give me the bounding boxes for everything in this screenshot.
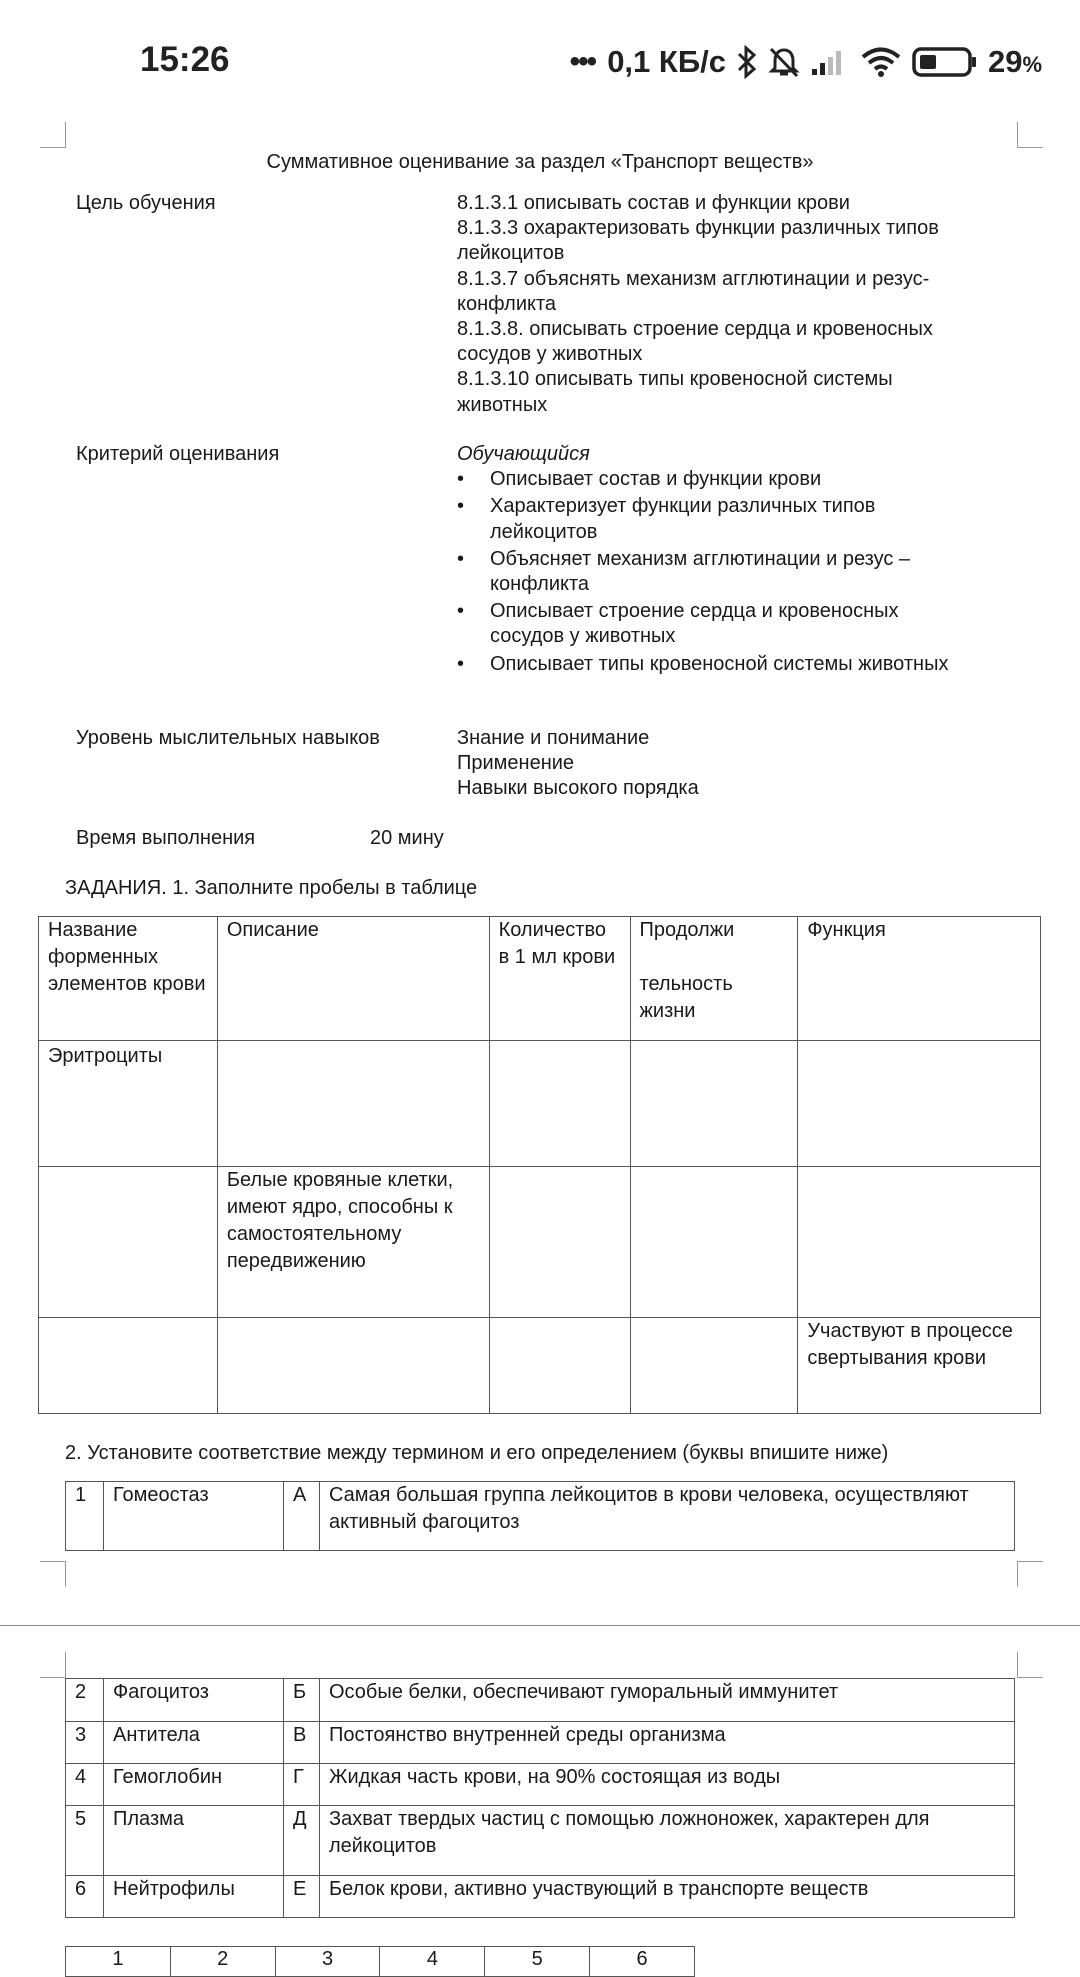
table-cell <box>217 1041 489 1167</box>
table-row <box>66 1679 1015 1722</box>
page-corner-mark <box>40 122 66 148</box>
table-cell <box>489 1041 630 1167</box>
table-cell <box>489 1167 630 1318</box>
goal-line: 8.1.3.1 описывать состав и функции крови <box>457 192 850 214</box>
page-corner-mark <box>1017 122 1043 148</box>
goal-line: 8.1.3.10 описывать типы кровеносной системы <box>457 368 893 391</box>
table-cell <box>798 1167 1041 1318</box>
bluetooth-icon <box>736 45 758 79</box>
network-speed: 0,1 КБ/с <box>607 44 726 79</box>
skill-line: Навыки высокого порядка <box>457 777 699 800</box>
goal-line: 8.1.3.3 охарактеризовать функции различных типов <box>457 217 939 240</box>
table-cell <box>489 1318 630 1414</box>
table-cell: В <box>284 1722 320 1764</box>
answer-number-cell: 2 <box>170 1947 275 1977</box>
table-cell: Участвуют в процессе свертывания крови <box>798 1318 1041 1414</box>
goal-line: животных <box>457 393 548 416</box>
table-cell <box>798 1041 1041 1167</box>
time-label: Время выполнения <box>76 827 256 849</box>
table-cell: Жидкая часть крови, на 90% состоящая из воды <box>320 1764 1015 1806</box>
wifi-icon <box>860 46 902 78</box>
table-cell: Самая большая группа лейкоцитов в крови человека, осуществляют активный фагоцитоз <box>320 1482 1015 1551</box>
table-cell: Особые белки, обеспечивают гуморальный иммунитет <box>320 1679 1015 1722</box>
signal-icon <box>810 47 850 77</box>
answer-number-cell: 3 <box>275 1947 380 1977</box>
table-cell: Эритроциты <box>39 1041 218 1167</box>
task1-heading: ЗАДАНИЯ. 1. Заполните пробелы в таблице <box>65 877 478 899</box>
criteria-item: • Описывает строение сердца и кровеносных сосудов у животных <box>457 599 977 649</box>
table-row <box>39 1167 1041 1318</box>
table-row <box>66 1947 695 1977</box>
skill-line: Знание и понимание <box>457 727 650 749</box>
goal-line: сосудов у животных <box>457 343 643 366</box>
page-corner-mark <box>1017 1561 1043 1587</box>
page-divider <box>0 1625 1080 1626</box>
table-row <box>39 1041 1041 1167</box>
matching-table-part1 <box>65 1481 1015 1551</box>
document-title: Суммативное оценивание за раздел «Транспорт веществ» <box>266 151 814 173</box>
table-cell <box>217 1318 489 1414</box>
table-cell <box>630 1041 798 1167</box>
table-header-cell: Описание <box>217 917 489 1041</box>
table-cell: Постоянство внутренней среды организма <box>320 1722 1015 1764</box>
table-row <box>66 1722 1015 1764</box>
table-cell: Фагоцитоз <box>104 1679 284 1722</box>
criteria-item: • Описывает типы кровеносной системы животных <box>457 652 977 677</box>
page-corner-mark <box>1017 1652 1043 1678</box>
table-header-cell: Название форменных элементов крови <box>39 917 218 1041</box>
criteria-item: • Описывает состав и функции крови <box>457 467 977 492</box>
table-row <box>66 1806 1015 1876</box>
table-cell: Захват твердых частиц с помощью ложноножек, характерен для лейкоцитов <box>320 1806 1015 1876</box>
table-cell: 4 <box>66 1764 104 1806</box>
answer-number-cell: 6 <box>590 1947 695 1977</box>
battery-percent: 29% <box>987 44 1042 79</box>
status-time: 15:26 <box>140 40 230 79</box>
answer-number-cell: 1 <box>66 1947 171 1977</box>
table-cell: Гемоглобин <box>104 1764 284 1806</box>
table-cell: Антитела <box>104 1722 284 1764</box>
table-row <box>39 1318 1041 1414</box>
goal-line: 8.1.3.8. описывать строение сердца и кровеносных <box>457 318 933 341</box>
status-bar <box>0 0 1080 120</box>
skills-label: Уровень мыслительных навыков <box>76 727 380 749</box>
table-cell <box>39 1167 218 1318</box>
table-cell: Белые кровяные клетки, имеют ядро, способны к самостоятельному передвижению <box>217 1167 489 1318</box>
table-cell: Плазма <box>104 1806 284 1876</box>
table-cell: Д <box>284 1806 320 1876</box>
goal-line: лейкоцитов <box>457 242 565 265</box>
table-cell: 2 <box>66 1679 104 1722</box>
battery-icon <box>912 45 978 79</box>
criteria-label: Критерий оценивания <box>76 443 280 465</box>
table-cell: 1 <box>66 1482 104 1551</box>
table-cell: 3 <box>66 1722 104 1764</box>
table-cell <box>39 1318 218 1414</box>
page-corner-mark <box>40 1561 66 1587</box>
criteria-item: • Характеризует функции различных типов лейкоцитов <box>457 494 977 544</box>
criteria-item: • Объясняет механизм агглютинации и резус – конфликта <box>457 547 977 597</box>
answer-table <box>65 1946 695 1977</box>
table-cell: Нейтрофилы <box>104 1876 284 1918</box>
table-cell: Г <box>284 1764 320 1806</box>
table-cell: Б <box>284 1679 320 1722</box>
page-corner-mark <box>40 1652 66 1678</box>
table-cell: Гомеостаз <box>104 1482 284 1551</box>
table-row <box>66 1764 1015 1806</box>
status-icons <box>570 40 1042 84</box>
goal-label: Цель обучения <box>76 192 216 214</box>
task2-heading: 2. Установите соответствие между термином и его определением (буквы впишите ниже) <box>65 1442 889 1464</box>
table-cell: 5 <box>66 1806 104 1876</box>
table-header-row <box>39 917 1041 1041</box>
answer-number-cell: 5 <box>485 1947 590 1977</box>
table-header-cell: Количество в 1 мл крови <box>489 917 630 1041</box>
table-row <box>66 1876 1015 1918</box>
table-cell: Белок крови, активно участвующий в транспорте веществ <box>320 1876 1015 1918</box>
table-header-cell: Функция <box>798 917 1041 1041</box>
criteria-intro: Обучающийся <box>457 443 590 465</box>
skills-lines <box>457 726 1017 802</box>
table-cell: Е <box>284 1876 320 1918</box>
table-cell: 6 <box>66 1876 104 1918</box>
answer-number-cell: 4 <box>380 1947 485 1977</box>
goal-line: 8.1.3.7 объяснять механизм агглютинации и резус- <box>457 267 930 290</box>
criteria-list <box>457 467 977 677</box>
goal-lines <box>457 191 1017 418</box>
table-header-cell: Продолжи тельность жизни <box>630 917 798 1041</box>
blood-cells-table <box>38 916 1041 1414</box>
alarm-off-icon <box>768 45 800 79</box>
table-cell: А <box>284 1482 320 1551</box>
criteria-block <box>457 442 977 677</box>
table-row <box>66 1482 1015 1551</box>
time-value: 20 мину <box>370 827 444 849</box>
table-cell <box>630 1167 798 1318</box>
dots-icon: ••• <box>569 45 596 78</box>
matching-table-part2 <box>65 1678 1015 1918</box>
table-cell <box>630 1318 798 1414</box>
skill-line: Применение <box>457 752 575 775</box>
goal-line: конфликта <box>457 292 557 315</box>
